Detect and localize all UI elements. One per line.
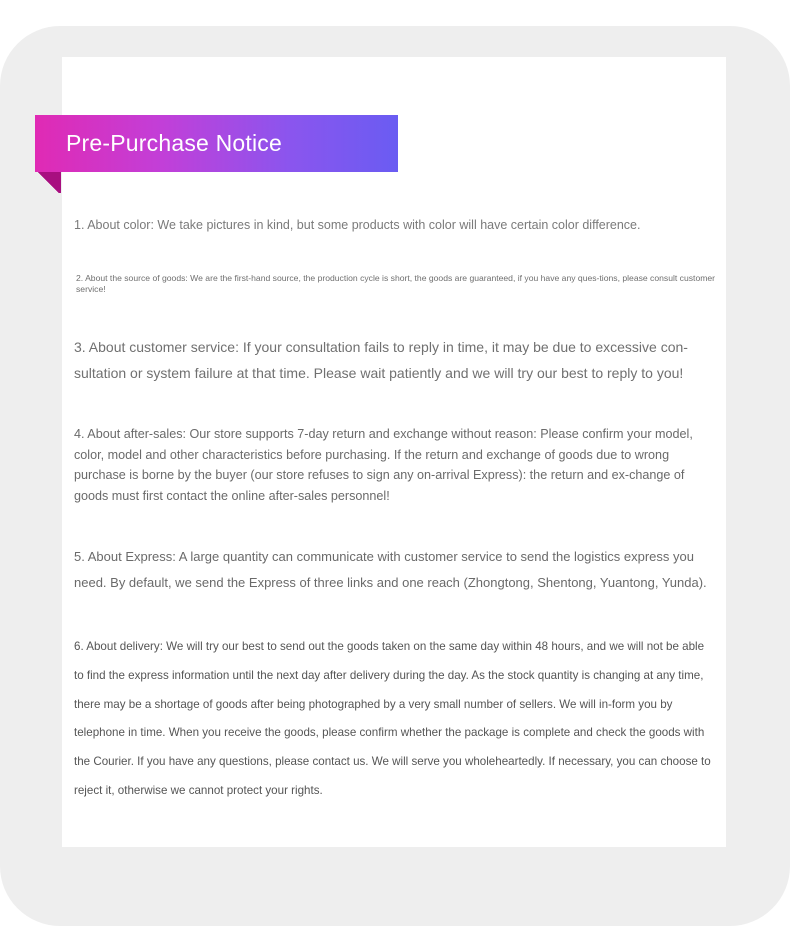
banner-fold-icon (35, 172, 61, 193)
notice-source: 2. About the source of goods: We are the first-hand source, the production cycle is short, the goods are guaranteed, if you have any ques-tions, please consult customer service! (76, 273, 716, 294)
banner-title: Pre-Purchase Notice (66, 130, 282, 156)
notice-delivery: 6. About delivery: We will try our best to send out the goods taken on the same day within 48 hours, and we will not be able to find the express information until the next day after delivery during the day. As the stock quantity is changing at any time, there may be a shortage of goods after being photographed by a very small number of sellers. We will in-form you by telephone in time. When you receive the goods, please confirm whether the package is complete and check the goods with the Courier. If you have any questions, please contact us. We will serve you wholeheartedly. If necessary, you can choose to reject it, otherwise we cannot protect your rights. (74, 640, 711, 797)
notice-color: 1. About color: We take pictures in kind, but some products with color will have certain color difference. (74, 218, 641, 232)
notice-express: 5. About Express: A large quantity can communicate with customer service to send the logistics express you need. By default, we send the Express of three links and one reach (Zhongtong, Shentong, Yuantong, Yunda). (74, 549, 707, 590)
notice-banner (35, 115, 398, 172)
notice-customer-service: 3. About customer service: If your consultation fails to reply in time, it may be due to excessive con-sultation or system failure at that time. Please wait patiently and we will try our best to reply to you! (74, 339, 688, 381)
notice-after-sales: 4. About after-sales: Our store supports 7-day return and exchange without reason: Please confirm your model, color, model and other characteristics before purchasing. If the return and exchange of goods due to wrong purchase is borne by the buyer (our store refuses to sign any on-arrival Express): the return and ex-change of goods must first contact the online after-sales personnel! (74, 427, 693, 503)
